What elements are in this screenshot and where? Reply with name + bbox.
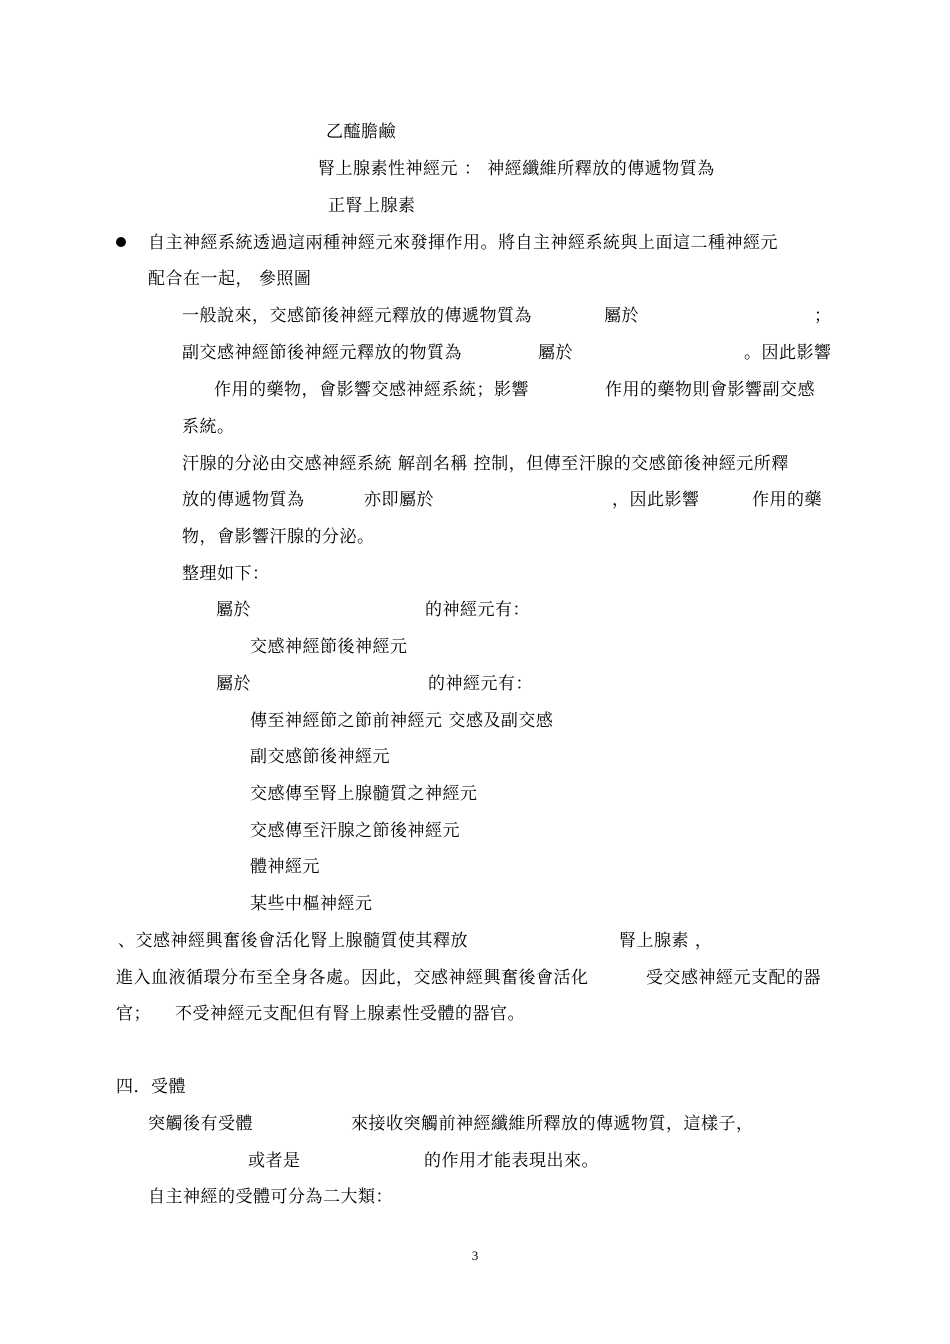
section-heading: 四．受體 [116, 1077, 186, 1097]
text-line: 屬於 [216, 674, 251, 694]
text-line: 受交感神經元支配的器 [646, 968, 821, 988]
list-item: 某些中樞神經元 [250, 894, 373, 914]
list-item: 交感神經節後神經元 [250, 637, 408, 657]
page-number: 3 [471, 1248, 479, 1263]
text-line: 作用的藥物則會影響副交感 [605, 380, 815, 400]
text-line: 不受神經元支配但有腎上腺素性受體的器官。 [175, 1004, 525, 1024]
text-line: 屬於 [216, 600, 251, 620]
section-heading: 整理如下： [182, 564, 270, 584]
list-item: 交感傳至汗腺之節後神經元 [250, 821, 460, 841]
text-line: 、交感神經興奮後會活化腎上腺髓質使其釋放 [118, 931, 468, 951]
text-line: 系統。 [182, 417, 235, 437]
text-line: 一般說來，交感節後神經元釋放的傳遞物質為 [182, 306, 532, 326]
text-line: 的神經元有： [425, 600, 530, 620]
text-line: 放的傳遞物質為 [182, 490, 305, 510]
text-line: ，因此影響 [612, 490, 700, 510]
text-line: 來接收突觸前神經纖維所釋放的傳遞物質，這樣子， [351, 1114, 754, 1134]
text-line: 自主神經系統透過這兩種神經元來發揮作用。將自主神經系統與上面這二種神經元 [148, 233, 778, 253]
text-line: 作用的藥物，會影響交感神經系統；影響 [214, 380, 529, 400]
text-line: 自主神經的受體可分為二大類： [148, 1187, 393, 1207]
text-line: 腎上腺素 ， [619, 931, 713, 951]
text-line: 副交感神經節後神經元釋放的物質為 [182, 343, 462, 363]
list-item: 傳至神經節之節前神經元 交感及副交感 [250, 711, 554, 731]
text-line: 或者是 [248, 1151, 301, 1171]
text-line: 作用的藥 [752, 490, 822, 510]
list-item: 體神經元 [250, 857, 320, 877]
text-line: 進入血液循環分布至全身各處。因此，交感神經興奮後會活化 [116, 968, 589, 988]
list-item: 副交感節後神經元 [250, 747, 390, 767]
text-line: 的作用才能表現出來。 [424, 1151, 599, 1171]
text-line: 汗腺的分泌由交感神經系統 解剖名稱 控制，但傳至汗腺的交感節後神經元所釋 [182, 454, 789, 474]
text-line: 正腎上腺素 [328, 196, 416, 216]
list-item: 交感傳至腎上腺髓質之神經元 [250, 784, 478, 804]
text-line: 腎上腺素性神經元 ： 神經纖維所釋放的傳遞物質為 [318, 159, 715, 179]
text-line: 配合在一起， 參照圖 [148, 269, 312, 289]
text-line: 。因此影響 [744, 343, 832, 363]
text-line: 的神經元有： [428, 674, 533, 694]
text-line: 乙醯膽鹼 [326, 122, 396, 142]
text-line: 官； [116, 1004, 151, 1024]
bullet-icon [116, 237, 126, 247]
text-line: 突觸後有受體 [148, 1114, 253, 1134]
text-line: 物，會影響汗腺的分泌。 [182, 527, 375, 547]
text-line: 屬於 [538, 343, 573, 363]
text-line: 屬於 [604, 306, 639, 326]
text-line: 亦即屬於 [364, 490, 434, 510]
text-line: ； [814, 306, 832, 326]
